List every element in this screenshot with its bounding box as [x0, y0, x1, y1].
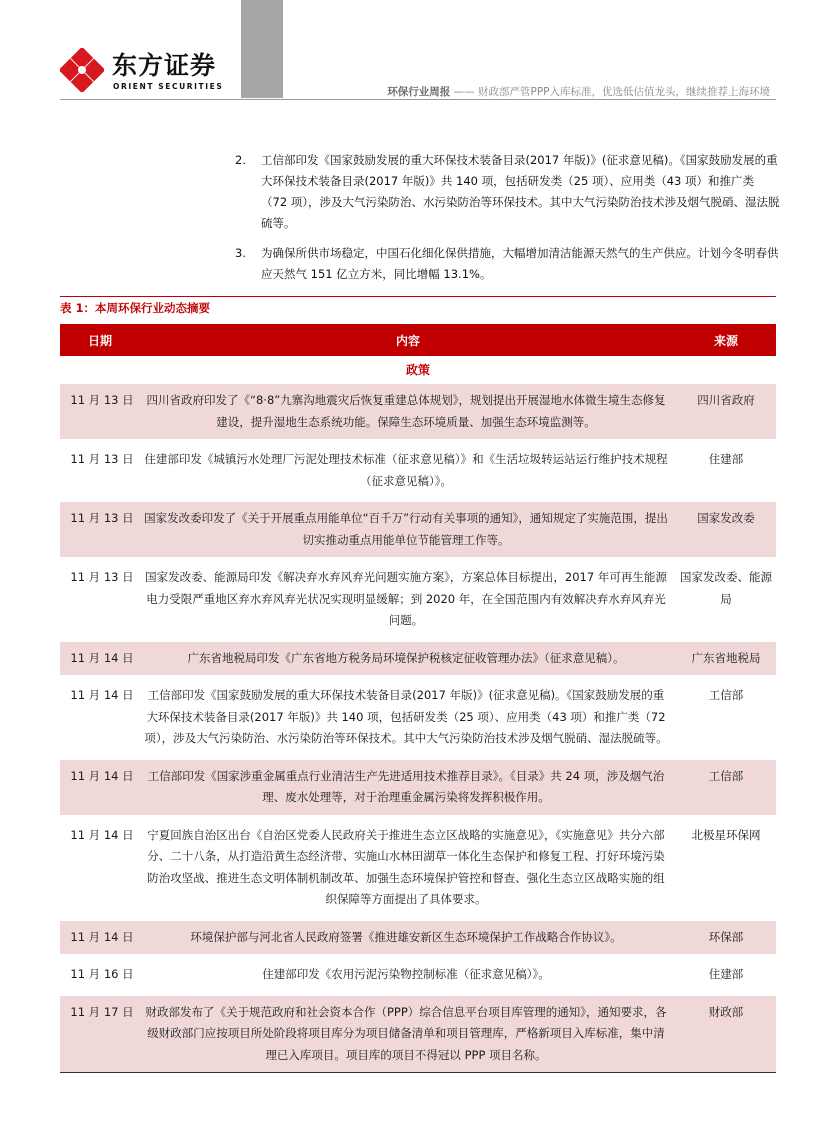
list-item-text: 工信部印发《国家鼓励发展的重大环保技术装备目录(2017 年版)》(征求意见稿)。《国家鼓励发展的重大环保技术装备目录(2017 年版)》共 140 项，包括研发类（25 项）、应用类（43 项）和推广类（72 项），涉及大气污染防治、水污染防治等环保技术。其中大气污染防治技术涉及烟气脱硝、湿法脱硫等。 [261, 153, 780, 230]
table-row [60, 954, 776, 992]
table-row [60, 675, 776, 756]
row-date: 11 月 13 日 [70, 570, 134, 584]
table-row [60, 439, 776, 498]
report-header-title [387, 84, 770, 99]
company-logo [60, 48, 230, 94]
table-row [60, 992, 776, 1073]
row-source: 四川省政府 [697, 393, 755, 407]
row-source: 工信部 [708, 768, 744, 783]
row-content: 国家发改委、能源局印发《解决弃水弃风弃光问题实施方案》，方案总体目标提出，2017 年可再生能源电力受限严重地区弃水弃风弃光状况实现明显缓解；到 2020 年，在全国范围内有效解决弃水弃风弃光问题。 [145, 570, 667, 627]
row-content: 宁夏回族自治区出台《自治区党委人民政府关于推进生态立区战略的实施意见》，《实施意见》共分六部分、二十八条，从打造沿黄生态经济带、实施山水林田湖草一体化生态保护和修复工程、打好环境污染防治攻坚战、推进生态文明体制机制改革、加强生态环境保护管控和督查、强化生态立区战略实施的组织保障等方面提出了具体要求。 [147, 827, 665, 906]
row-content: 国家发改委印发了《关于开展重点用能单位“百千万”行动有关事项的通知》，通知规定了实施范围，提出切实推动重点用能单位节能管理工作等。 [144, 511, 668, 547]
header-content: 内容 [395, 333, 420, 348]
section-label-policy: 政策 [405, 363, 430, 377]
row-source: 北极星环保网 [691, 827, 761, 842]
table-header [60, 324, 776, 356]
row-date: 11 月 14 日 [70, 688, 134, 702]
header-divider [60, 99, 776, 100]
report-type: 环保行业周报 [387, 86, 451, 98]
header-gray-bar [241, 0, 283, 98]
table-row [60, 756, 776, 815]
industry-news-table [60, 324, 776, 1073]
row-content: 四川省政府印发了《“8·8”九寨沟地震灾后恢复重建总体规划》，规划提出开展湿地水体微生境生态修复建设，提升湿地生态系统功能。保障生态环境质量、加强生态环境监测等。 [146, 393, 666, 429]
row-source: 住建部 [708, 967, 744, 981]
table-row [60, 498, 776, 557]
table-body [60, 384, 776, 1072]
row-content: 财政部发布了《关于规范政府和社会资本合作（PPP）综合信息平台项目库管理的通知》，通知要求，各级财政部门应按项目所处阶段将项目库分为项目储备清单和项目管理库，严格新项目入库标准，集中清理已入库项目。项目库的项目不得冠以 PPP 项目名称。 [145, 1004, 667, 1062]
table-row [60, 815, 776, 917]
row-content: 广东省地税局印发《广东省地方税务局环境保护税核定征收管理办法》（征求意见稿）。 [187, 650, 625, 665]
row-date: 11 月 13 日 [70, 511, 134, 525]
orient-logo-icon [60, 48, 104, 92]
logo-english-name: ORIENT SECURITIES [113, 82, 224, 91]
logo-chinese-name: 东方证券 [112, 51, 217, 80]
header-separator: —— [450, 86, 478, 98]
row-content: 住建部印发《城镇污水处理厂污泥处理技术标准（征求意见稿）》和《生活垃圾转运站运行维护技术规程（征求意见稿）》。 [144, 452, 668, 488]
table-row [60, 557, 776, 638]
header-date: 日期 [87, 333, 112, 348]
table-row [60, 384, 776, 439]
caption-divider [60, 296, 776, 297]
table-caption: 表 1：本周环保行业动态摘要 [60, 301, 211, 315]
list-item-text: 为确保所供市场稳定，中国石化细化保供措施，大幅增加清洁能源天然气的生产供应。计划今冬明春供应天然气 151 亿立方米，同比增幅 13.1%。 [261, 246, 779, 281]
report-title: 财政部严管PPP入库标准，优选低估值龙头，继续推荐上海环境 [478, 86, 770, 98]
header-source: 来源 [713, 333, 738, 348]
row-content: 住建部印发《农用污泥污染物控制标准（征求意见稿）》。 [262, 967, 550, 981]
row-date: 11 月 14 日 [70, 827, 134, 842]
row-date: 11 月 14 日 [70, 768, 134, 783]
row-date: 11 月 14 日 [70, 650, 134, 665]
row-source: 工信部 [708, 688, 744, 702]
table-row [60, 917, 776, 955]
row-date: 11 月 17 日 [70, 1004, 134, 1019]
row-source: 国家发改委 [697, 511, 755, 525]
list-item-number: 2. [235, 153, 246, 167]
row-source: 环保部 [708, 929, 744, 944]
row-date: 11 月 16 日 [70, 967, 134, 981]
row-content: 工信部印发《国家涉重金属重点行业清洁生产先进适用技术推荐目录》。《目录》共 24 项，涉及烟气治理、废水处理等，对于治理重金属污染将发挥积极作用。 [147, 768, 665, 804]
row-source: 国家发改委、能源局 [680, 570, 772, 606]
row-source: 广东省地税局 [691, 650, 761, 665]
row-date: 11 月 13 日 [70, 452, 134, 466]
row-date: 11 月 13 日 [70, 393, 134, 407]
list-item [235, 150, 780, 234]
row-source: 住建部 [708, 452, 744, 466]
table-row [60, 638, 776, 676]
news-list [235, 150, 780, 294]
list-item [235, 243, 780, 285]
row-content: 工信部印发《国家鼓励发展的重大环保技术装备目录(2017 年版)》(征求意见稿)。《国家鼓励发展的重大环保技术装备目录(2017 年版)》共 140 项，包括研发类（25 项）、应用类（43 项）和推广类（72 项），涉及大气污染防治、水污染防治等环保技术。其中大气污染防治技术涉及烟气脱硝、湿法脱硫等。 [144, 688, 668, 745]
list-item-number: 3. [235, 246, 246, 260]
row-source: 财政部 [708, 1004, 744, 1019]
row-content: 环境保护部与河北省人民政府签署《推进雄安新区生态环境保护工作战略合作协议》。 [190, 929, 622, 944]
row-date: 11 月 14 日 [70, 929, 134, 944]
